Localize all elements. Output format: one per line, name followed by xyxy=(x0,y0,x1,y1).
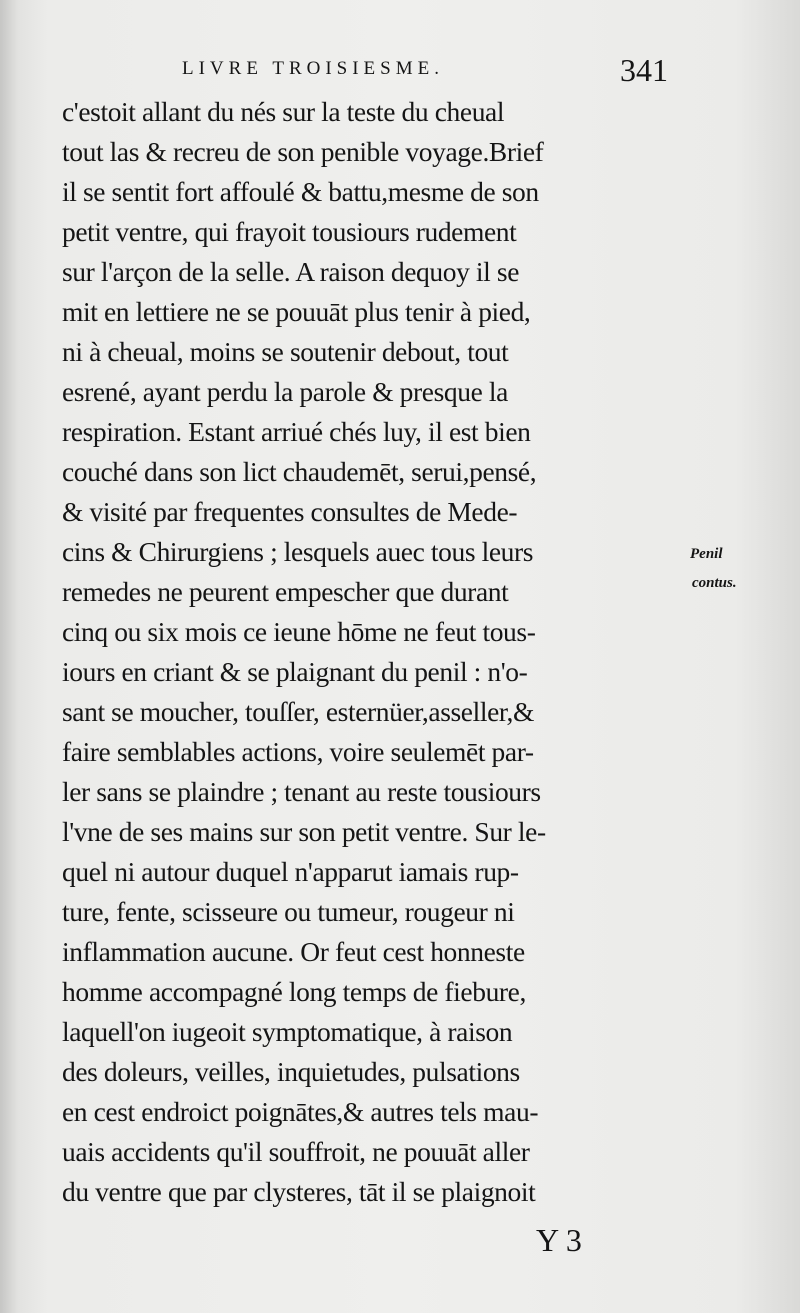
text-line: des doleurs, veilles, inquietudes, pulsations xyxy=(62,1056,520,1087)
text-line: cinq ou six mois ce ieune hōme ne feut tous- xyxy=(62,616,536,647)
text-line: tout las & recreu de son penible voyage.Brief xyxy=(62,136,544,167)
text-line: ture, fente, scisseure ou tumeur, rougeur ni xyxy=(62,896,515,927)
text-line: iours en criant & se plaignant du penil : n'o- xyxy=(62,656,528,687)
margin-note-line1: Penil xyxy=(690,546,723,562)
margin-note-line2: contus. xyxy=(692,575,737,591)
text-line: laquell'on iugeoit symptomatique, à raison xyxy=(62,1016,513,1047)
text-line: faire semblables actions, voire seulemēt par- xyxy=(62,736,534,767)
text-line: & visité par frequentes consultes de Mede- xyxy=(62,496,518,527)
gutter-shadow xyxy=(0,0,18,1313)
text-line: petit ventre, qui frayoit tousiours rudement xyxy=(62,216,517,247)
text-line: remedes ne peurent empescher que durant xyxy=(62,576,509,607)
text-line: du ventre que par clysteres, tāt il se plaignoit xyxy=(62,1176,536,1207)
text-line: en cest endroict poignātes,& autres tels mau- xyxy=(62,1096,539,1127)
text-line: ni à cheual, moins se soutenir debout, tout xyxy=(62,336,509,367)
signature-mark: Y 3 xyxy=(536,1222,582,1258)
text-line: mit en lettiere ne se pouuāt plus tenir à pied, xyxy=(62,296,531,327)
running-title: LIVRE TROISIESME. xyxy=(182,58,444,79)
text-line: sant se moucher, touſſer, esternüer,asseller,& xyxy=(62,696,535,727)
text-line: homme accompagné long temps de fiebure, xyxy=(62,976,526,1007)
text-line: c'estoit allant du nés sur la teste du cheual xyxy=(62,96,505,127)
text-line: quel ni autour duquel n'apparut iamais rup- xyxy=(62,856,519,887)
text-line: esrené, ayant perdu la parole & presque la xyxy=(62,376,508,407)
text-line: sur l'arçon de la selle. A raison dequoy il se xyxy=(62,256,519,287)
text-line: inflammation aucune. Or feut cest honneste xyxy=(62,936,525,967)
text-line: il se sentit fort affoulé & battu,mesme de son xyxy=(62,176,539,207)
text-line: l'vne de ses mains sur son petit ventre. Sur le- xyxy=(62,816,546,847)
text-line: ler sans se plaindre ; tenant au reste tousiours xyxy=(62,776,541,807)
text-line: couché dans son lict chaudemēt, serui,pensé, xyxy=(62,456,537,487)
page-number: 341 xyxy=(620,52,668,88)
text-line: cins & Chirurgiens ; lesquels auec tous leurs xyxy=(62,536,534,567)
text-line: uais accidents qu'il souffroit, ne pouuāt aller xyxy=(62,1136,530,1167)
page-header xyxy=(0,52,800,92)
text-line: respiration. Estant arriué chés luy, il est bien xyxy=(62,416,531,447)
